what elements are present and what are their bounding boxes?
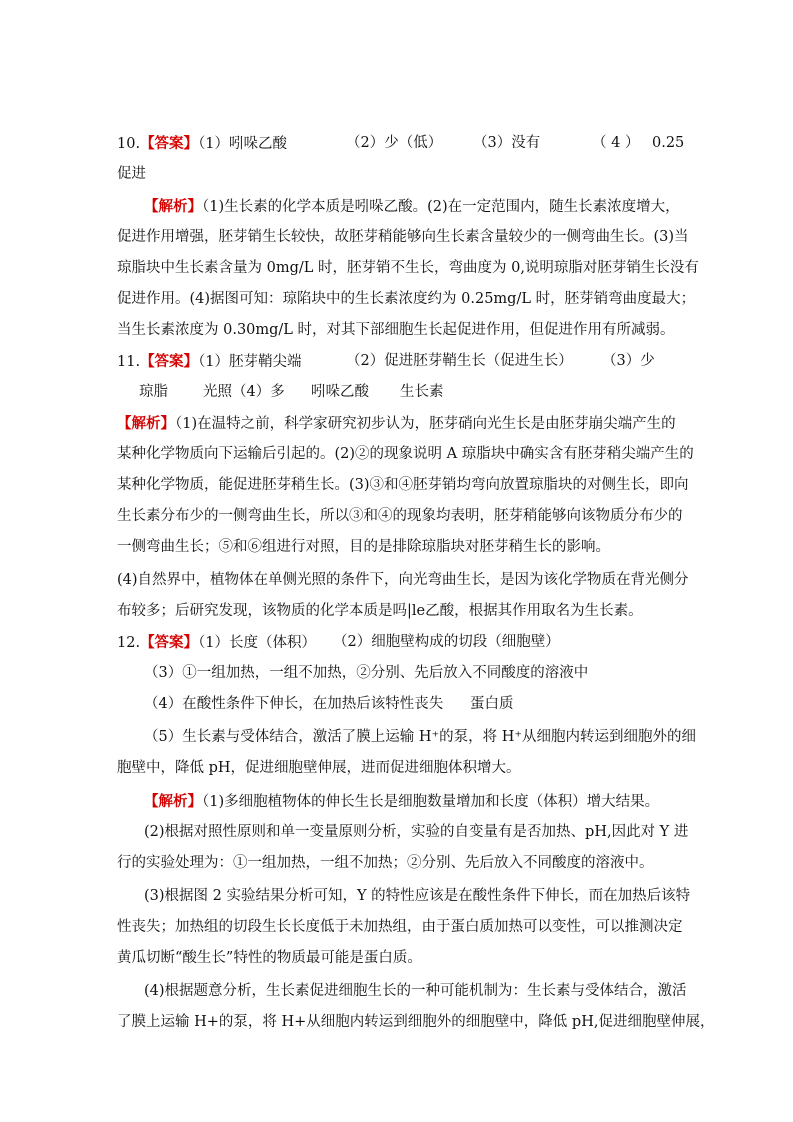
q11-number: 11.	[117, 354, 141, 370]
q11-analysis-line-4: 生长素分布少的一侧弯曲生长，所以③和④的现象均表明，胚芽稍能够向该物质分布少的	[117, 508, 683, 524]
q10-a3: （3）没有	[473, 135, 541, 151]
q11-a4c: 生长素	[400, 384, 444, 400]
q12-a2: （2）细胞壁构成的切段（细胞壁）	[333, 634, 560, 650]
q12-analysis-line-2: (2)根据对照性原则和单一变量原则分析，实验的自变量有是否加热、pH,因此对 Y 进	[144, 824, 689, 840]
q10-a1: （1）吲哚乙酸	[198, 136, 288, 152]
q10-analysis-line-4: 促进作用。(4)据图可知：琼陷块中的生长素浓度约为 0.25mg/L 时，胚芽销弯曲度最大；	[117, 291, 696, 307]
q12-analysis-line-7: (4)根据题意分析，生长素促进细胞生长的一种可能机制为：生长素与受体结合，激活	[144, 983, 687, 999]
q11-a3-cont: 琼脂	[139, 384, 168, 400]
q12-analysis-line-3: 行的实验处理为：①一组加热，一组不加热；②分别、先后放入不同酸度的溶液中。	[117, 855, 654, 871]
q11-a3-cont2: 光照（4）多	[203, 384, 285, 400]
q11-analysis-line-6: (4)自然界中，植物体在单侧光照的条件下，向光弯曲生长，是因为该化学物质在背光侧分	[117, 572, 689, 588]
q10-a4-label: （ 4 ）	[592, 135, 640, 151]
q10-number: 10.	[117, 136, 141, 152]
q10-analysis-tag: 【解析】	[144, 198, 202, 215]
q10-analysis-line-3: 琼脂块中生长素含量为 0mg/L 时，胚芽销不生长，弯曲度为 0,说明琼脂对胚芽销生长没有	[117, 260, 699, 276]
q11-analysis-tag: 【解析】	[117, 415, 175, 432]
q11-analysis-line-7: 布较多；后研究发现，该物质的化学本质是吗|le乙酸，根据其作用取名为生长素。	[117, 603, 643, 619]
q10-analysis-line-5: 当生长素浓度为 0.30mg/L 时，对其下部细胞生长起促进作用，但促进作用有所减弱。	[117, 322, 675, 338]
q11-a3: （3）少	[602, 353, 655, 369]
q10-answer-tag: 【答案】	[140, 135, 199, 152]
q10-analysis-line-1: 【解析】（1)生长素的化学本质是吲哚乙酸。(2)在一定范围内，随生长素浓度增大，	[144, 198, 680, 215]
q11-analysis-line-1: 【解析】（1)在温特之前，科学家研究初步认为，胚芽硝向光生长是由胚芽崩尖端产生的	[117, 415, 676, 432]
q10-analysis-line-2: 促进作用增强，胚芽销生长较快，故胚芽稍能够向生长素含量较少的一侧弯曲生长。(3)当	[117, 229, 689, 245]
q12-a1: （1）长度（体积）	[198, 635, 317, 651]
q12-a5-line-1: （5）生长素与受体结合，激活了膜上运输 H⁺的泵，将 H⁺从细胞内转运到细胞外的细	[144, 729, 697, 745]
q10-a4-value: 0.25	[652, 135, 685, 151]
q12-number: 12.	[117, 635, 141, 651]
q11-analysis-line-2: 某种化学物质向下运输后引起的。(2)②的现象说明 A 琼脂块中确实含有胚芽稍尖端产生的	[117, 446, 694, 462]
q11-a1: （1）胚芽鞘尖端	[198, 354, 302, 370]
q11-analysis-line-5: 一侧弯曲生长；⑤和⑥组进行对照，目的是排除琼脂块对胚芽稍生长的影响。	[117, 539, 610, 555]
q12-a3: （3）①一组加热，一组不加热，②分别、先后放入不同酸度的溶液中	[144, 665, 589, 681]
q11-a4b: 吲哚乙酸	[311, 384, 369, 400]
q10-answer-line	[117, 128, 287, 160]
q12-a4: （4）在酸性条件下伸长，在加热后该特性丧失	[144, 696, 444, 712]
q12-analysis-line-4: (3)根据图 2 实验结果分析可知，Y 的特性应该是在酸性条件下伸长，而在加热后该特	[144, 888, 691, 904]
q12-a4b: 蛋白质	[470, 696, 514, 712]
q12-analysis-tag: 【解析】	[144, 793, 202, 810]
q12-analysis-line-1: 【解析】（1)多细胞植物体的伸长生长是细胞数量增加和长度（体积）增大结果。	[144, 793, 660, 810]
q11-answer-line	[117, 346, 302, 378]
q12-analysis-line-8: 了膜上运输 H+的泵，将 H+从细胞内转运到细胞外的细胞壁中，降低 pH,促进细胞壁伸展，	[117, 1014, 715, 1030]
q12-a5-line-2: 胞壁中，降低 pH，促进细胞壁伸展，进而促进细胞体积增大。	[117, 760, 521, 776]
q10-a2: （2）少（低）	[346, 135, 443, 151]
q11-analysis-line-3: 某种化学物质，能促进胚芽稍生长。(3)③和④胚芽销均弯向放置琼脂块的对侧生长，即向	[117, 477, 689, 493]
q12-analysis-line-5: 性丧失；加热组的切段生长长度低于未加热组，由于蛋白质加热可以变性，可以推测决定	[117, 919, 683, 935]
q11-answer-tag: 【答案】	[140, 353, 199, 370]
q10-a4-cont: 促进	[117, 166, 146, 182]
q12-analysis-line-6: 黄瓜切断“酸生长”特性的物质最可能是蛋白质。	[117, 950, 422, 966]
q12-answer-line	[117, 627, 316, 659]
q12-answer-tag: 【答案】	[140, 634, 199, 651]
q11-a2: （2）促进胚芽鞘生长（促进生长）	[346, 353, 573, 369]
